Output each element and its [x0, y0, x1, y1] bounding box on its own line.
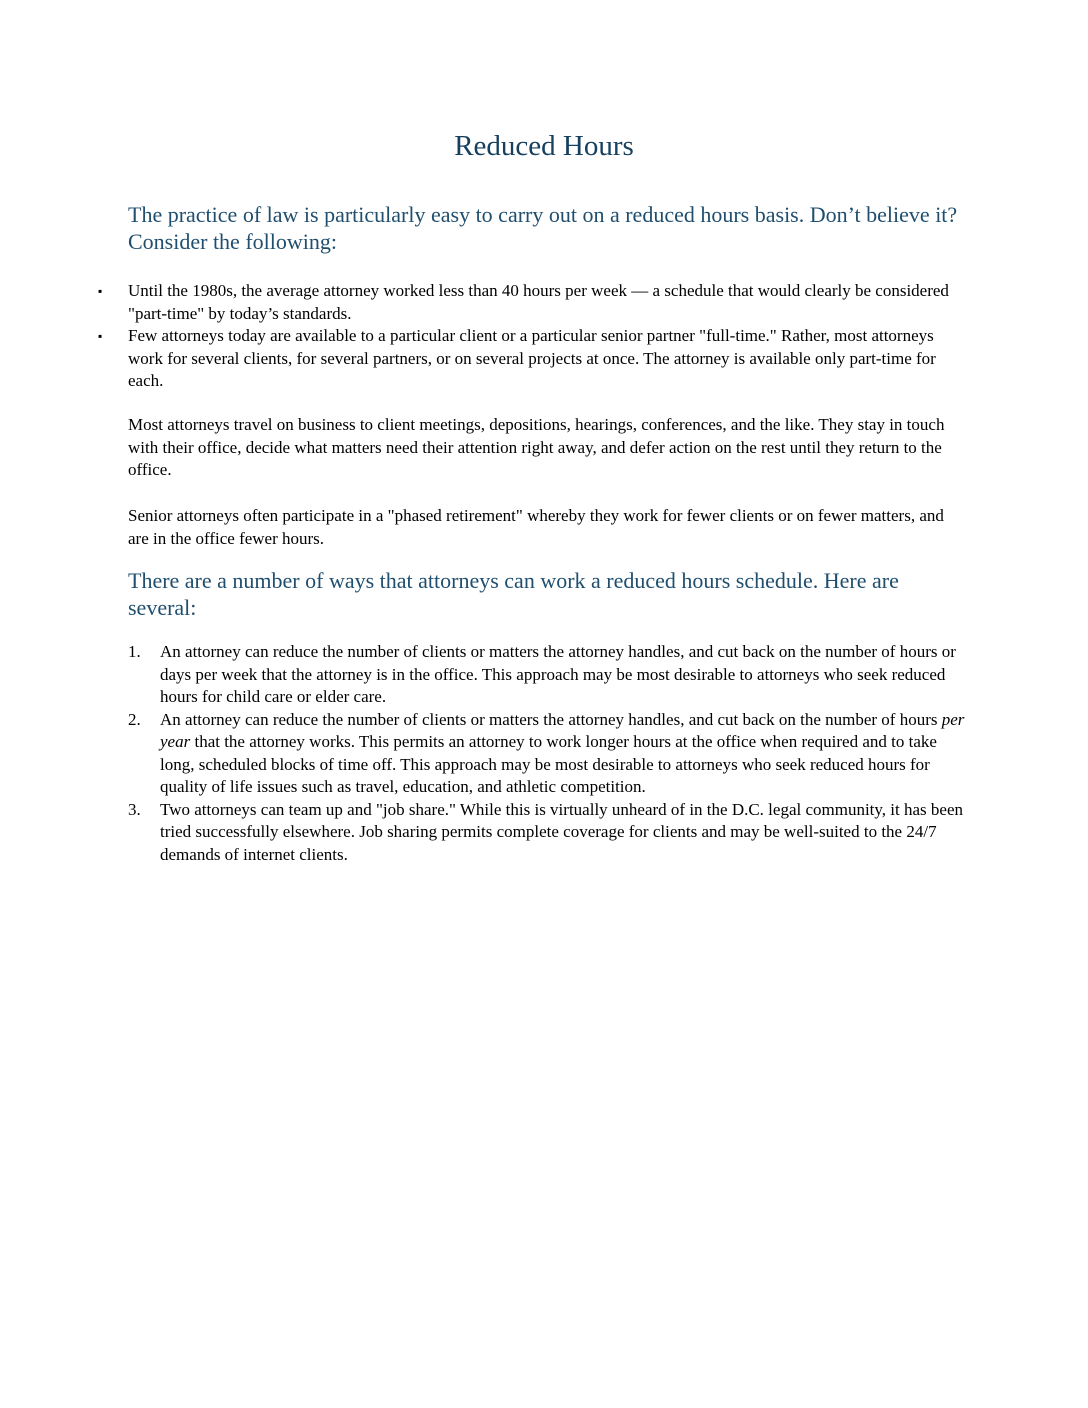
bullet-marker: ▪: [98, 329, 103, 343]
page-title: Reduced Hours: [454, 130, 634, 162]
list-item-text: An attorney can reduce the number of clients or matters the attorney handles, and cut back on the number of hours or days per week that the attorney is in the office. This approach may be most desirable to attorneys who seek reduced hours for child care or elder care.: [160, 642, 956, 706]
list-item: [128, 641, 968, 709]
bullet-marker: ▪: [98, 284, 103, 298]
list-item-text-after: that the attorney works. This permits an attorney to work longer hours at the office when required and to take long, scheduled blocks of time off. This approach may be most desirable to attorneys who seek reduced hours for quality of life issues such as travel, education, and athletic competition.: [160, 732, 937, 796]
paragraph-phased-retirement: Senior attorneys often participate in a "phased retirement" whereby they work for fewer clients or on fewer matters, and are in the office fewer hours.: [128, 506, 944, 548]
section-heading-ways: There are a number of ways that attorneys can work a reduced hours schedule. Here are several:: [128, 568, 899, 620]
bullet-list: [98, 280, 968, 393]
list-item-text: Until the 1980s, the average attorney worked less than 40 hours per week — a schedule that would clearly be considered "part-time" by today’s standards.: [128, 281, 949, 323]
list-number: 3.: [128, 799, 141, 819]
list-number: 2.: [128, 709, 141, 729]
list-item: [98, 325, 968, 393]
emphasis-text: per year: [160, 709, 965, 751]
numbered-list: [128, 641, 968, 866]
list-item: [128, 709, 968, 799]
list-item-text: Few attorneys today are available to a particular client or a particular senior partner "full-time." Rather, most attorneys work for several clients, for several partners, or on several projects at once. The attorney is available only part-time for each.: [128, 326, 936, 390]
paragraph-travel: Most attorneys travel on business to client meetings, depositions, hearings, conferences, and the like. They stay in touch with their office, decide what matters need their attention right away, and defer action on the rest until they return to the office.: [128, 415, 945, 479]
list-item: [128, 799, 968, 867]
section-heading-intro: The practice of law is particularly easy to carry out on a reduced hours basis. Don’t believe it? Consider the following:: [128, 202, 958, 254]
list-item-text-before: An attorney can reduce the number of clients or matters the attorney handles, and cut back on the number of hours: [160, 709, 942, 729]
list-item-text: [160, 710, 964, 797]
list-item: [98, 280, 968, 325]
list-item-text: Two attorneys can team up and "job share." While this is virtually unheard of in the D.C. legal community, it has been tried successfully elsewhere. Job sharing permits complete coverage for clients and may be well-suited to the 24/7 demands of internet clients.: [160, 799, 964, 864]
list-number: 1.: [128, 642, 141, 661]
